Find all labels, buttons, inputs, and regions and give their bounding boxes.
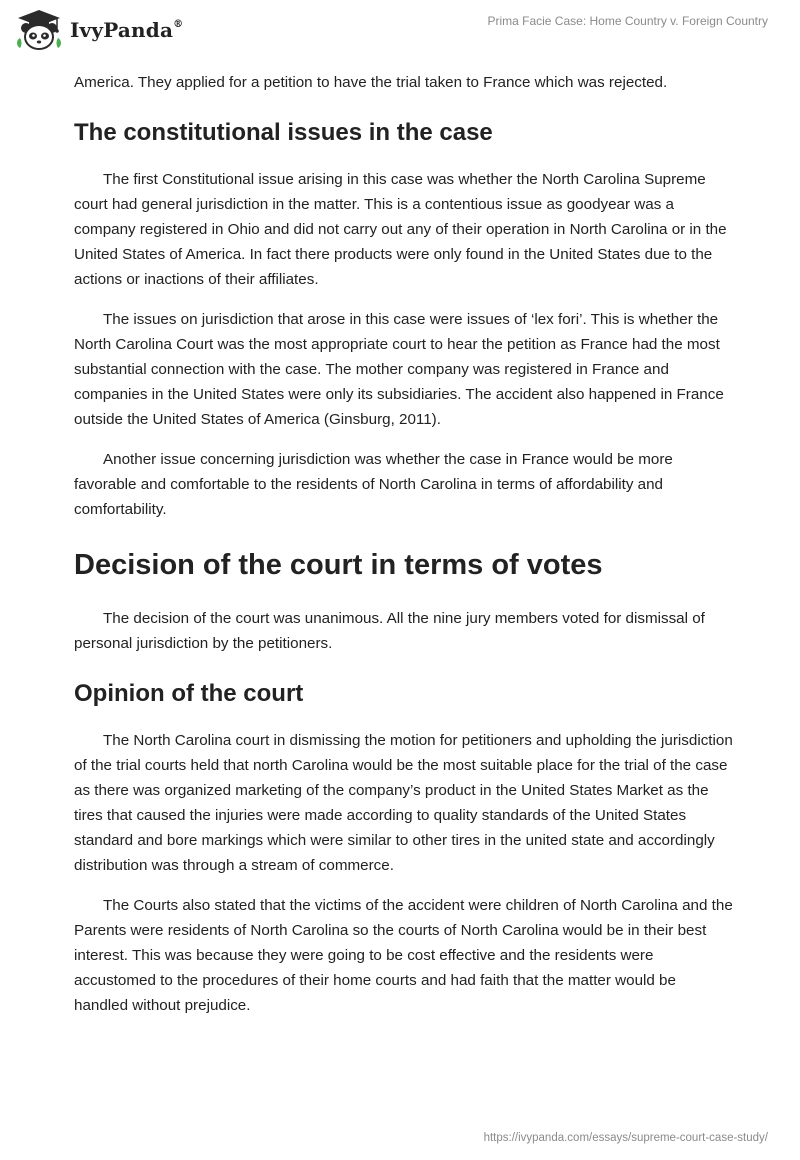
essay-content — [74, 70, 734, 1033]
brand-name — [70, 18, 183, 42]
section-heading-decision-votes: Decision of the court in terms of votes — [74, 549, 603, 581]
section-heading-constitutional-issues: The constitutional issues in the case — [74, 119, 493, 146]
document-title: Prima Facie Case: Home Country v. Foreign Country — [487, 14, 768, 28]
ivypanda-logo[interactable] — [14, 8, 183, 52]
source-url[interactable]: https://ivypanda.com/essays/supreme-court-case-study/ — [483, 1132, 768, 1144]
panda-graduate-icon — [14, 8, 64, 52]
paragraph: Another issue concerning jurisdiction was whether the case in France would be more favorable and comfortable to the residents of North Carolina in terms of affordability and comfortability. — [74, 451, 673, 518]
paragraph: The issues on jurisdiction that arose in this case were issues of ‘lex fori’. This is whether the North Carolina Court was the most appropriate court to hear the petition as France had the most substantial connection with the case. The mother company was registered in France and companies in the United States were only its subsidiaries. The accident also happened in France outside the United States of America (Ginsburg, 2011). — [74, 311, 724, 428]
paragraph: The decision of the court was unanimous. All the nine jury members voted for dismissal of personal jurisdiction by the petitioners. — [74, 610, 705, 652]
paragraph: The Courts also stated that the victims of the accident were children of North Carolina and the Parents were residents of North Carolina so the courts of North Carolina would be in their best interest. This was because they were going to be cost effective and the residents were accustomed to the procedures of their home courts and had faith that the matter would be handled without prejudice. — [74, 897, 733, 1014]
page-header — [0, 0, 800, 60]
paragraph: The North Carolina court in dismissing the motion for petitioners and upholding the jurisdiction of the trial courts held that north Carolina would be the most suitable place for the trial of the case as there was organized marketing of the company’s product in the United States Market as the tires that caused the injuries were made according to quality standards of the United States standard and bore markings which were similar to other tires in the united state and accordingly distribution was through a stream of commerce. — [74, 732, 733, 874]
registered-mark: ® — [173, 19, 184, 31]
section-heading-opinion: Opinion of the court — [74, 680, 304, 707]
intro-paragraph: America. They applied for a petition to have the trial taken to France which was rejected. — [74, 74, 668, 91]
brand-text: IvyPanda — [70, 18, 174, 42]
paragraph: The first Constitutional issue arising in this case was whether the North Carolina Supreme court had general jurisdiction in the matter. This is a contentious issue as goodyear was a company registered in Ohio and did not carry out any of their operation in North Carolina or in the United States of America. In fact there products were only found in the United States due to the actions or inactions of their affiliates. — [74, 171, 727, 288]
